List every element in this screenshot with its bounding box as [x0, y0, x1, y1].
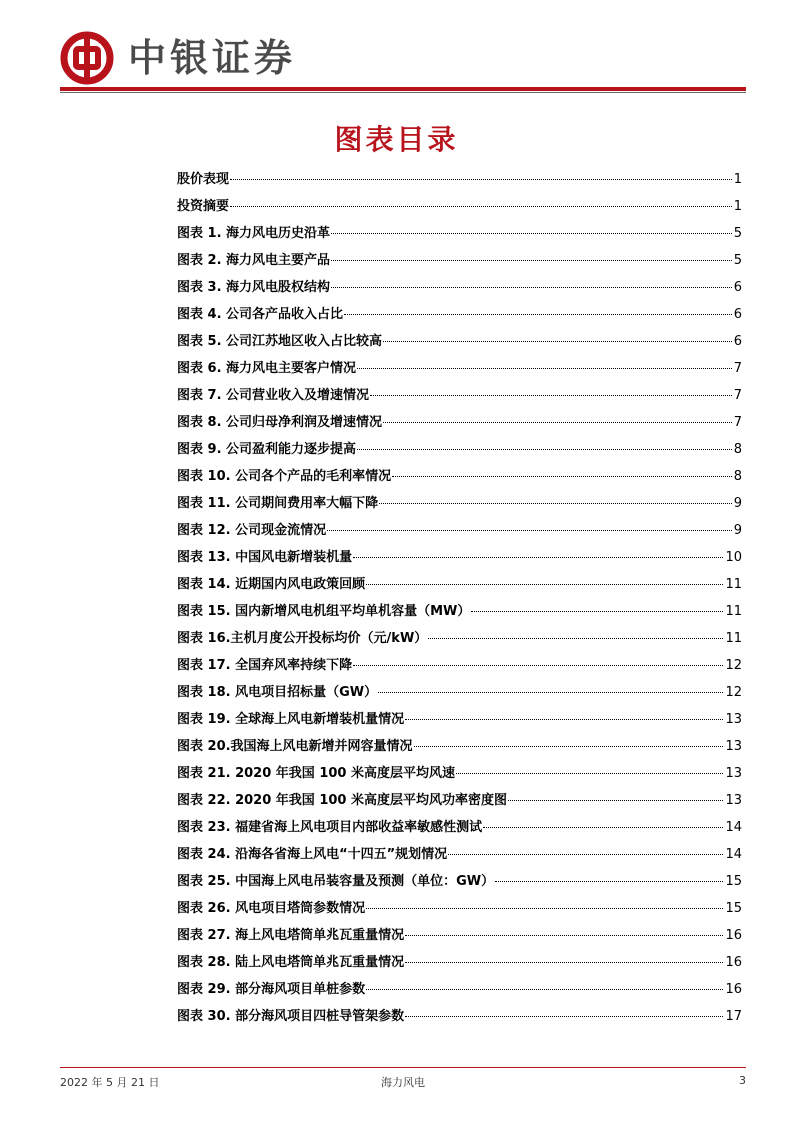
- toc-entry-page[interactable]: 1: [733, 199, 742, 214]
- toc-entry-page[interactable]: 11: [725, 631, 742, 646]
- toc-entry-label[interactable]: 图表 16.主机月度公开投标均价（元/kW）: [177, 631, 428, 646]
- toc-entry-label[interactable]: 图表 19. 全球海上风电新增装机量情况: [177, 712, 405, 727]
- toc-entry-label[interactable]: 图表 20.我国海上风电新增并网容量情况: [177, 739, 413, 754]
- toc-entry[interactable]: [177, 546, 742, 573]
- toc-leader-dots: [353, 665, 723, 666]
- toc-entry-label[interactable]: 图表 15. 国内新增风电机组平均单机容量（MW）: [177, 604, 471, 619]
- toc-entry[interactable]: [177, 303, 742, 330]
- toc-entry-page[interactable]: 13: [725, 766, 742, 781]
- toc-entry-page[interactable]: 12: [725, 658, 742, 673]
- toc-entry-label[interactable]: 图表 2. 海力风电主要产品: [177, 253, 331, 268]
- toc-entry[interactable]: [177, 222, 742, 249]
- toc-entry[interactable]: [177, 168, 742, 195]
- toc-entry-label[interactable]: 图表 3. 海力风电股权结构: [177, 280, 331, 295]
- toc-leader-dots: [331, 287, 732, 288]
- toc-entry[interactable]: [177, 438, 742, 465]
- toc-entry[interactable]: [177, 384, 742, 411]
- toc-entry-label[interactable]: 图表 1. 海力风电历史沿革: [177, 226, 331, 241]
- toc-entry[interactable]: [177, 276, 742, 303]
- header-divider: [60, 87, 746, 91]
- brand-name: 中银证券: [128, 35, 297, 80]
- table-of-figures: [177, 168, 742, 1032]
- toc-entry-page[interactable]: 8: [733, 442, 742, 457]
- toc-entry[interactable]: [177, 492, 742, 519]
- toc-entry[interactable]: [177, 1005, 742, 1032]
- toc-entry-page[interactable]: 6: [733, 307, 742, 322]
- toc-entry[interactable]: [177, 789, 742, 816]
- toc-entry[interactable]: [177, 681, 742, 708]
- toc-leader-dots: [508, 800, 723, 801]
- toc-entry-page[interactable]: 9: [733, 496, 742, 511]
- toc-entry-label[interactable]: 图表 26. 风电项目塔筒参数情况: [177, 901, 366, 916]
- toc-entry[interactable]: [177, 708, 742, 735]
- toc-leader-dots: [379, 503, 732, 504]
- toc-leader-dots: [366, 989, 723, 990]
- toc-entry-page[interactable]: 6: [733, 334, 742, 349]
- toc-leader-dots: [366, 908, 723, 909]
- toc-entry-label[interactable]: 图表 29. 部分海风项目单桩参数: [177, 982, 366, 997]
- toc-entry-page[interactable]: 1: [733, 172, 742, 187]
- toc-entry-label[interactable]: 图表 14. 近期国内风电政策回顾: [177, 577, 366, 592]
- toc-entry-page[interactable]: 16: [725, 982, 742, 997]
- toc-leader-dots: [383, 341, 732, 342]
- header-divider-thin: [60, 92, 746, 93]
- toc-leader-dots: [383, 422, 732, 423]
- toc-entry-page[interactable]: 16: [725, 928, 742, 943]
- toc-entry-label[interactable]: 图表 13. 中国风电新增装机量: [177, 550, 353, 565]
- toc-entry-page[interactable]: 7: [733, 361, 742, 376]
- toc-entry-label[interactable]: 图表 23. 福建省海上风电项目内部收益率敏感性测试: [177, 820, 483, 835]
- toc-entry-label[interactable]: 图表 10. 公司各个产品的毛利率情况: [177, 469, 392, 484]
- toc-entry-label[interactable]: 图表 24. 沿海各省海上风电“十四五”规划情况: [177, 847, 448, 862]
- toc-entry-page[interactable]: 14: [725, 820, 742, 835]
- toc-entry[interactable]: [177, 816, 742, 843]
- toc-entry[interactable]: [177, 978, 742, 1005]
- toc-entry-page[interactable]: 15: [725, 901, 742, 916]
- toc-entry[interactable]: [177, 465, 742, 492]
- bank-of-china-logo-icon: [60, 31, 114, 85]
- toc-entry-page[interactable]: 15: [725, 874, 742, 889]
- toc-entry-page[interactable]: 11: [725, 577, 742, 592]
- toc-entry[interactable]: [177, 735, 742, 762]
- toc-entry-page[interactable]: 8: [733, 469, 742, 484]
- toc-leader-dots: [392, 476, 732, 477]
- toc-entry-label[interactable]: 图表 27. 海上风电塔筒单兆瓦重量情况: [177, 928, 405, 943]
- toc-entry[interactable]: [177, 195, 742, 222]
- toc-leader-dots: [230, 206, 732, 207]
- toc-entry[interactable]: [177, 249, 742, 276]
- toc-entry[interactable]: [177, 519, 742, 546]
- toc-entry[interactable]: [177, 951, 742, 978]
- toc-leader-dots: [495, 881, 723, 882]
- toc-entry-page[interactable]: 13: [725, 793, 742, 808]
- footer-divider: [60, 1067, 746, 1068]
- toc-leader-dots: [448, 854, 723, 855]
- toc-entry-label[interactable]: 投资摘要: [177, 199, 230, 214]
- toc-entry-page[interactable]: 14: [725, 847, 742, 862]
- toc-entry-label[interactable]: 图表 17. 全国弃风率持续下降: [177, 658, 353, 673]
- toc-leader-dots: [357, 449, 732, 450]
- toc-entry[interactable]: [177, 573, 742, 600]
- toc-entry-label[interactable]: 图表 11. 公司期间费用率大幅下降: [177, 496, 379, 511]
- page-footer: [60, 1074, 746, 1090]
- toc-entry[interactable]: [177, 411, 742, 438]
- toc-leader-dots: [344, 314, 732, 315]
- toc-entry-page[interactable]: 16: [725, 955, 742, 970]
- toc-leader-dots: [428, 638, 723, 639]
- toc-leader-dots: [353, 557, 723, 558]
- toc-entry-label[interactable]: 图表 22. 2020 年我国 100 米高度层平均风功率密度图: [177, 793, 507, 808]
- toc-leader-dots: [331, 233, 732, 234]
- toc-entry-label[interactable]: 图表 28. 陆上风电塔筒单兆瓦重量情况: [177, 955, 405, 970]
- toc-entry-page[interactable]: 13: [725, 712, 742, 727]
- toc-leader-dots: [230, 179, 732, 180]
- toc-entry[interactable]: [177, 870, 742, 897]
- toc-entry[interactable]: [177, 627, 742, 654]
- toc-entry-label[interactable]: 图表 12. 公司现金流情况: [177, 523, 327, 538]
- toc-entry-page[interactable]: 17: [725, 1009, 742, 1024]
- toc-entry[interactable]: [177, 843, 742, 870]
- toc-entry-label[interactable]: 图表 9. 公司盈利能力逐步提高: [177, 442, 357, 457]
- toc-leader-dots: [366, 584, 723, 585]
- toc-entry-page[interactable]: 7: [733, 415, 742, 430]
- toc-leader-dots: [405, 935, 723, 936]
- toc-entry[interactable]: [177, 357, 742, 384]
- toc-leader-dots: [331, 260, 732, 261]
- toc-entry[interactable]: [177, 924, 742, 951]
- toc-entry-page[interactable]: 6: [733, 280, 742, 295]
- toc-entry-page[interactable]: 12: [725, 685, 742, 700]
- toc-entry-label[interactable]: 图表 18. 风电项目招标量（GW）: [177, 685, 378, 700]
- toc-entry-label[interactable]: 图表 8. 公司归母净利润及增速情况: [177, 415, 383, 430]
- toc-entry-page[interactable]: 5: [733, 253, 742, 268]
- toc-entry-page[interactable]: 7: [733, 388, 742, 403]
- toc-leader-dots: [327, 530, 732, 531]
- toc-entry-page[interactable]: 13: [725, 739, 742, 754]
- toc-leader-dots: [405, 719, 723, 720]
- toc-leader-dots: [471, 611, 723, 612]
- toc-leader-dots: [370, 395, 732, 396]
- toc-leader-dots: [378, 692, 723, 693]
- toc-leader-dots: [456, 773, 723, 774]
- toc-entry-label[interactable]: 图表 4. 公司各产品收入占比: [177, 307, 344, 322]
- toc-entry[interactable]: [177, 654, 742, 681]
- toc-leader-dots: [405, 1016, 723, 1017]
- toc-entry-label[interactable]: 图表 7. 公司营业收入及增速情况: [177, 388, 370, 403]
- footer-page-number: 3: [739, 1074, 746, 1087]
- toc-entry-label[interactable]: 图表 25. 中国海上风电吊装容量及预测（单位：GW）: [177, 874, 495, 889]
- toc-leader-dots: [414, 746, 724, 747]
- toc-entry-label[interactable]: 股价表现: [177, 172, 230, 187]
- toc-entry-label[interactable]: 图表 30. 部分海风项目四桩导管架参数: [177, 1009, 405, 1024]
- footer-company: 海力风电: [381, 1076, 425, 1089]
- toc-entry[interactable]: [177, 600, 742, 627]
- toc-leader-dots: [483, 827, 723, 828]
- report-header: [60, 30, 296, 86]
- toc-entry-page[interactable]: 9: [733, 523, 742, 538]
- toc-leader-dots: [405, 962, 723, 963]
- toc-entry[interactable]: [177, 762, 742, 789]
- footer-date: 2022 年 5 月 21 日: [60, 1076, 160, 1089]
- toc-entry[interactable]: [177, 330, 742, 357]
- toc-entry[interactable]: [177, 897, 742, 924]
- toc-entry-page[interactable]: 11: [725, 604, 742, 619]
- toc-entry-label[interactable]: 图表 6. 海力风电主要客户情况: [177, 361, 357, 376]
- page-title: 图表目录: [334, 123, 459, 156]
- toc-entry-label[interactable]: 图表 21. 2020 年我国 100 米高度层平均风速: [177, 766, 455, 781]
- toc-entry-page[interactable]: 5: [733, 226, 742, 241]
- toc-leader-dots: [357, 368, 732, 369]
- toc-entry-label[interactable]: 图表 5. 公司江苏地区收入占比较高: [177, 334, 383, 349]
- toc-entry-page[interactable]: 10: [725, 550, 742, 565]
